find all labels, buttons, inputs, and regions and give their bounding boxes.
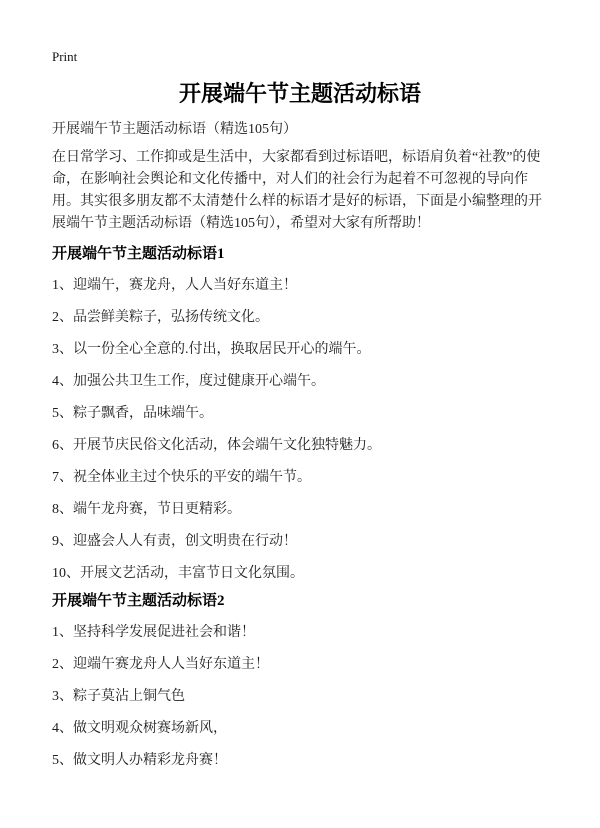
section-2-heading: 开展端午节主题活动标语2 <box>52 593 225 609</box>
subtitle: 开展端午节主题活动标语（精选105句） <box>52 122 297 137</box>
slogan-item-1-7: 7、祝全体业主过个快乐的平安的端午节。 <box>52 470 311 485</box>
slogan-item-2-1: 1、坚持科学发展促进社会和谐！ <box>52 625 255 640</box>
slogan-item-1-2: 2、品尝鲜美粽子，弘扬传统文化。 <box>52 310 269 325</box>
slogan-item-1-6: 6、开展节庆民俗文化活动，体会端午文化独特魅力。 <box>52 438 381 453</box>
slogan-item-1-4: 4、加强公共卫生工作，度过健康开心端午。 <box>52 374 325 389</box>
slogan-item-1-5: 5、粽子飘香，品味端午。 <box>52 406 213 421</box>
slogan-item-1-8: 8、端午龙舟赛，节日更精彩。 <box>52 502 241 517</box>
slogan-item-2-2: 2、迎端午赛龙舟人人当好东道主！ <box>52 657 269 672</box>
intro-paragraph: 在日常学习、工作抑或是生活中，大家都看到过标语吧，标语肩负着“社教”的使命，在影响社会舆论和文化传播中，对人们的社会行为起着不可忽视的导向作用。其实很多朋友都不太清楚什么样的标语才是好的标语，下面是小编整理的开展端午节主题活动标语（精选105句），希望对大家有所帮助！ <box>52 150 542 231</box>
print-button[interactable]: Print <box>52 49 78 64</box>
section-1-heading: 开展端午节主题活动标语1 <box>52 246 225 262</box>
slogan-item-2-4: 4、做文明观众树赛场新风， <box>52 721 227 736</box>
slogan-item-1-10: 10、开展文艺活动，丰富节日文化氛围。 <box>52 566 304 581</box>
slogan-item-1-9: 9、迎盛会人人有责，创文明贵在行动！ <box>52 534 297 549</box>
page-title: 开展端午节主题活动标语 <box>178 81 421 106</box>
slogan-item-2-3: 3、粽子莫沾上铜气色 <box>52 689 185 704</box>
slogan-item-1-1: 1、迎端午，赛龙舟，人人当好东道主！ <box>52 278 297 293</box>
slogan-item-2-5: 5、做文明人办精彩龙舟赛！ <box>52 753 227 768</box>
slogan-item-1-3: 3、以一份全心全意的.付出，换取居民开心的端午。 <box>52 342 371 357</box>
